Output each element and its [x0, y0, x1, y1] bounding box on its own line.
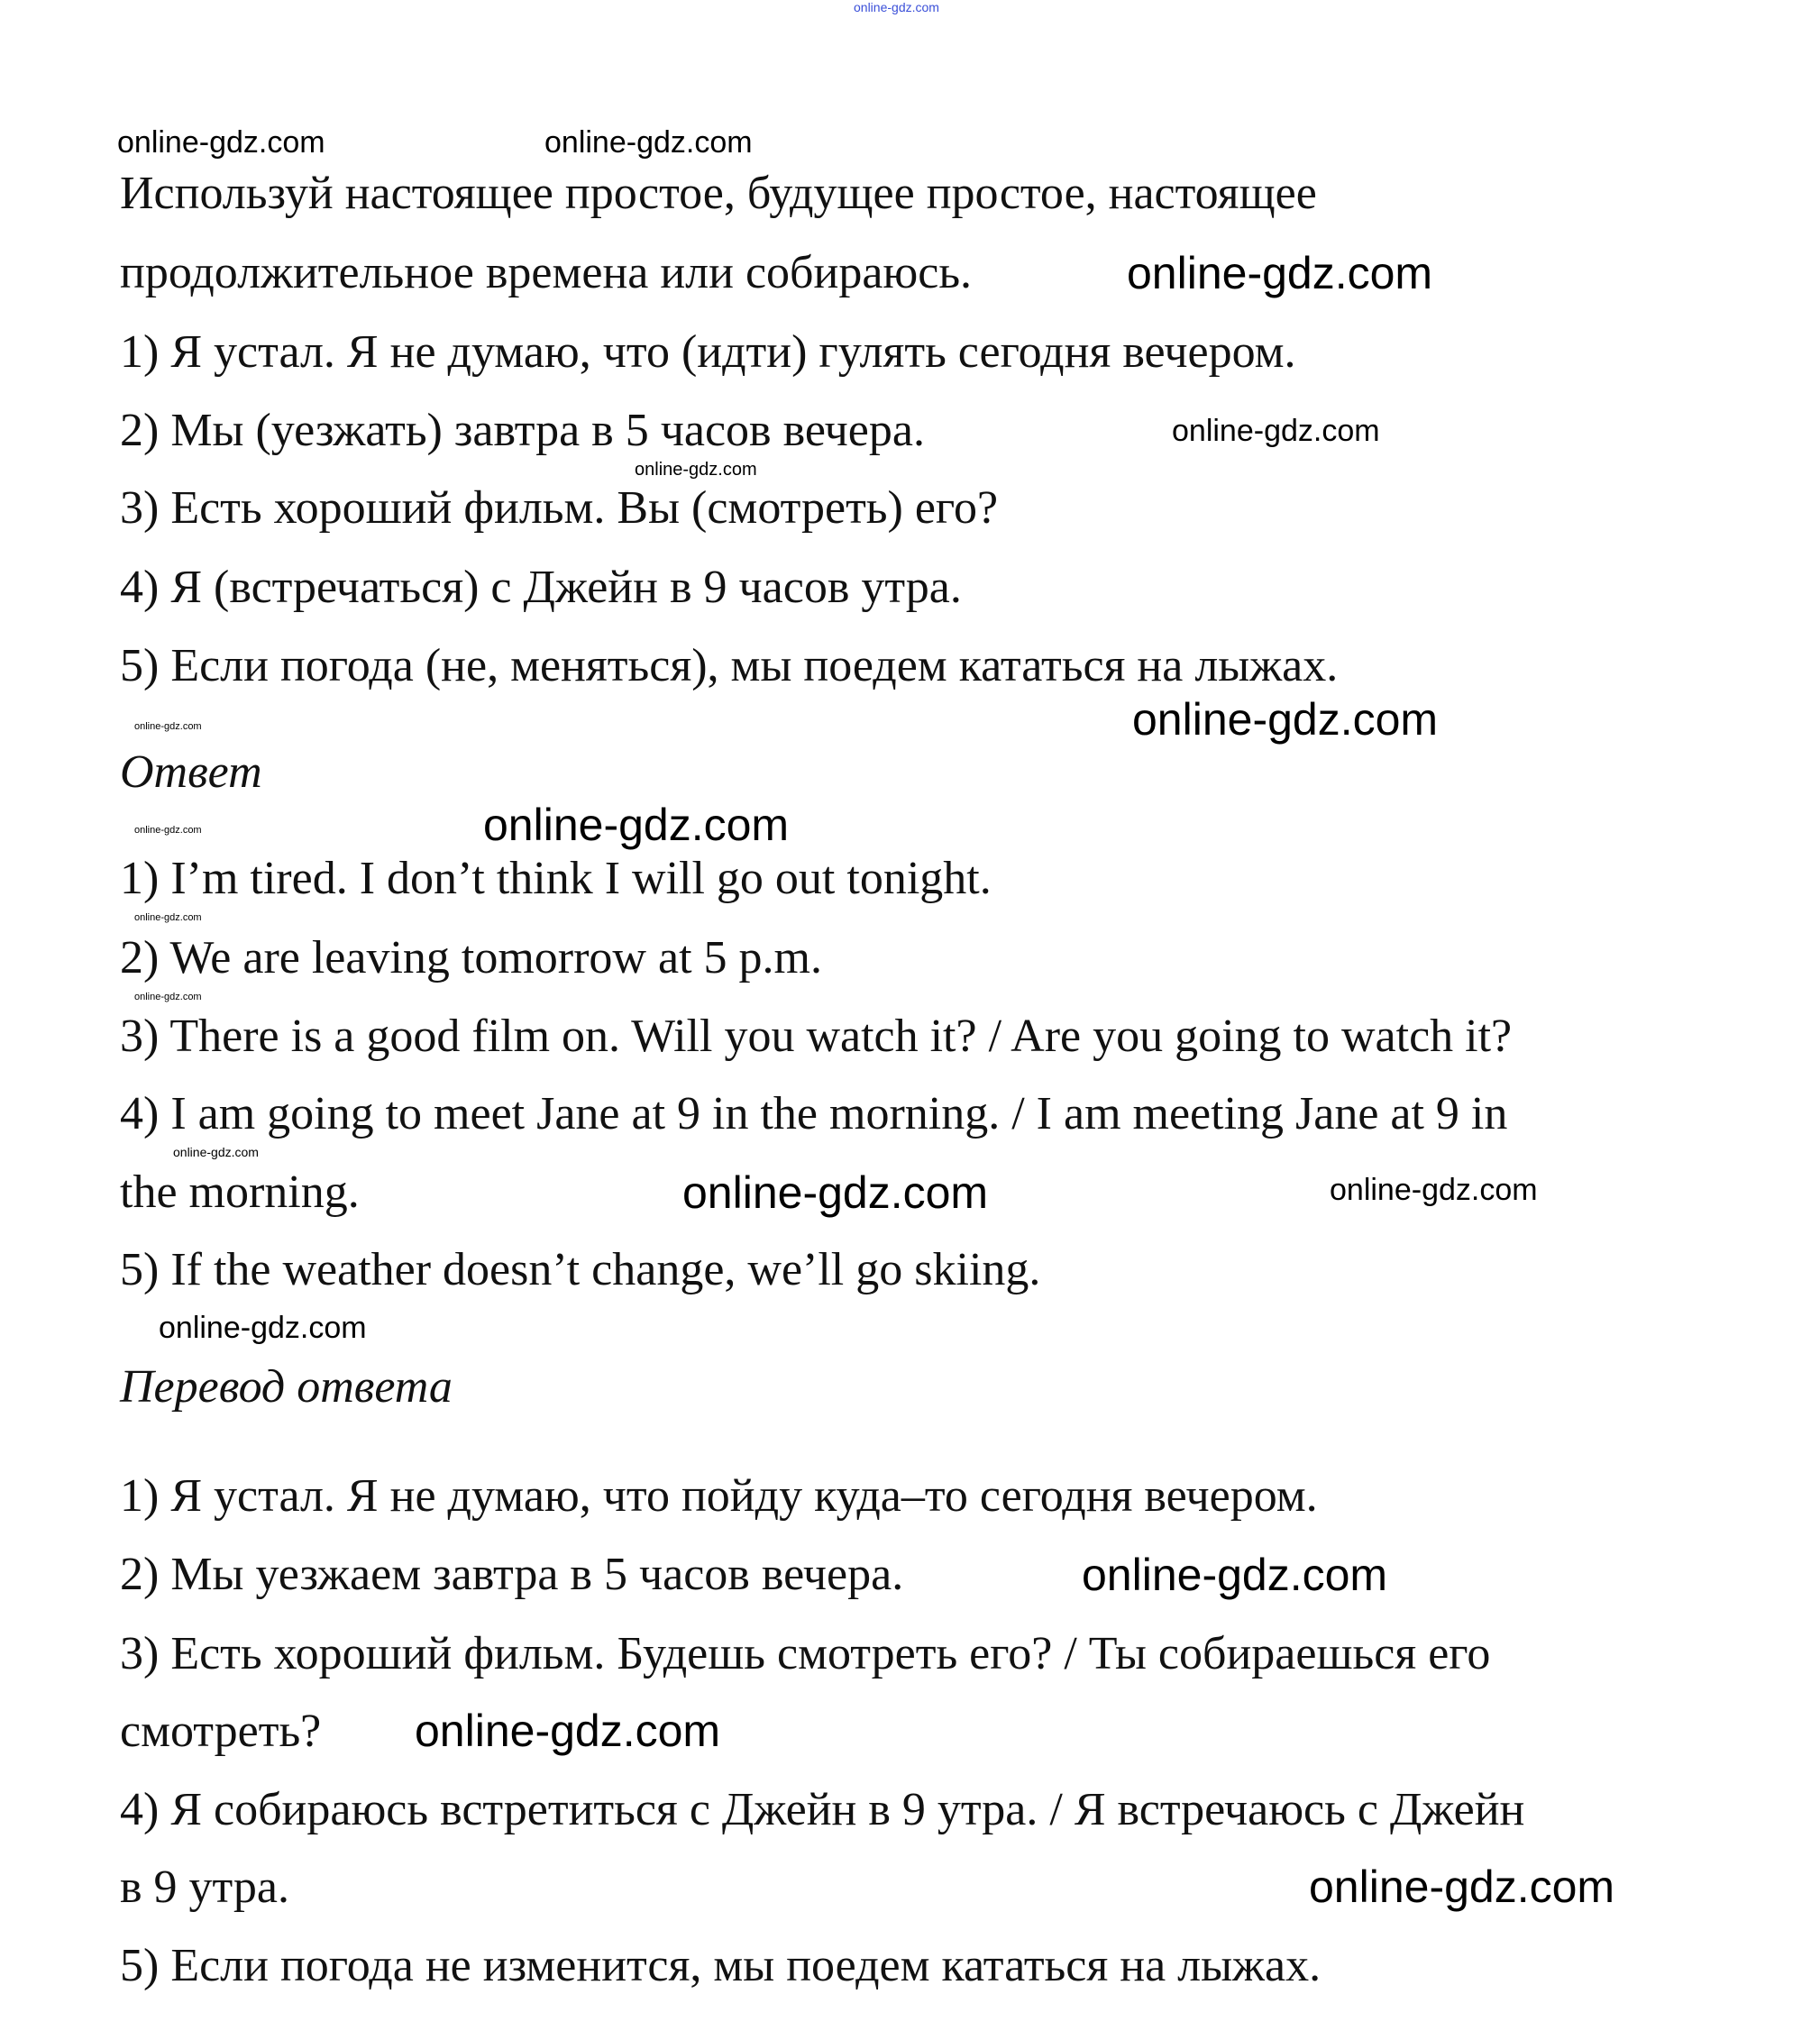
watermark: online-gdz.com: [117, 125, 325, 160]
task-instruction: Используй настоящее простое, будущее простое, настоящее: [120, 168, 1317, 219]
task-instruction: продолжительное времена или собираюсь.: [120, 247, 973, 298]
task-item: 4) Я (встречаться) с Джейн в 9 часов утра.: [120, 562, 962, 613]
task-item: 1) Я устал. Я не думаю, что (идти) гулять сегодня вечером.: [120, 326, 1296, 378]
watermark: online-gdz.com: [134, 992, 202, 1002]
answer-line: 5) If the weather doesn’t change, we’ll go skiing.: [120, 1244, 1041, 1295]
watermark: online-gdz.com: [544, 125, 753, 160]
task-item: 2) Мы (уезжать) завтра в 5 часов вечера.: [120, 405, 925, 456]
answer-line: 3) There is a good film on. Will you watch it? / Are you going to watch it?: [120, 1011, 1513, 1062]
watermark: online-gdz.com: [134, 825, 202, 836]
translation-line: 1) Я устал. Я не думаю, что пойду куда–то сегодня вечером.: [120, 1470, 1318, 1522]
watermark: online-gdz.com: [1309, 1862, 1615, 1912]
watermark: online-gdz.com: [134, 912, 202, 923]
translation-line: 2) Мы уезжаем завтра в 5 часов вечера.: [120, 1549, 904, 1600]
watermark: online-gdz.com: [635, 460, 757, 480]
translation-line: 4) Я собираюсь встретиться с Джейн в 9 утра. / Я встречаюсь с Джейн: [120, 1784, 1525, 1835]
watermark: online-gdz.com: [1127, 248, 1433, 298]
task-item: 5) Если погода (не, меняться), мы поедем кататься на лыжах.: [120, 640, 1339, 691]
translation-line: 3) Есть хороший фильм. Будешь смотреть его? / Ты собираешься его: [120, 1628, 1491, 1679]
answer-heading: Ответ: [120, 746, 262, 798]
answer-line: 2) We are leaving tomorrow at 5 p.m.: [120, 932, 822, 983]
watermark: online-gdz.com: [415, 1706, 721, 1756]
watermark: online-gdz.com: [1082, 1550, 1388, 1600]
answer-line: 4) I am going to meet Jane at 9 in the morning. / I am meeting Jane at 9 in: [120, 1088, 1508, 1139]
watermark: online-gdz.com: [854, 0, 939, 14]
watermark: online-gdz.com: [1132, 694, 1439, 745]
watermark: online-gdz.com: [134, 721, 202, 732]
watermark: online-gdz.com: [682, 1167, 989, 1218]
translation-heading: Перевод ответа: [120, 1361, 453, 1413]
watermark: online-gdz.com: [159, 1311, 367, 1345]
watermark: online-gdz.com: [483, 800, 790, 850]
watermark: online-gdz.com: [173, 1145, 259, 1159]
translation-line: в 9 утра.: [120, 1862, 289, 1913]
watermark: online-gdz.com: [1330, 1173, 1538, 1207]
task-item: 3) Есть хороший фильм. Вы (смотреть) его?: [120, 482, 999, 534]
translation-line: смотреть?: [120, 1706, 322, 1757]
watermark: online-gdz.com: [1172, 414, 1380, 448]
answer-line: the morning.: [120, 1166, 360, 1218]
translation-line: 5) Если погода не изменится, мы поедем кататься на лыжах.: [120, 1940, 1322, 1991]
answer-line: 1) I’m tired. I don’t think I will go out tonight.: [120, 853, 992, 904]
